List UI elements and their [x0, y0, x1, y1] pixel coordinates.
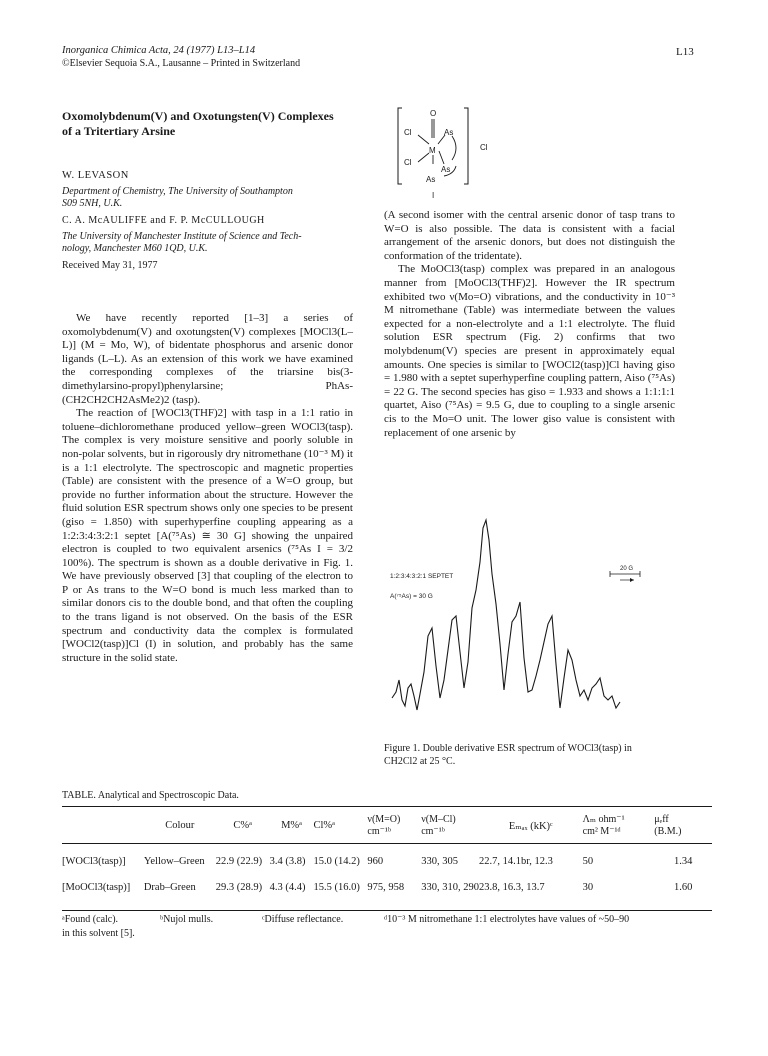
- cell-v-mcl: 330, 310, 290: [421, 882, 479, 893]
- publisher-line: ©Elsevier Sequoia S.A., Lausanne – Printed in Switzerland: [62, 58, 301, 69]
- figure-caption-line-1: Figure 1. Double derivative ESR spectrum of WOCl3(tasp) in: [384, 743, 632, 754]
- affiliation-southampton-line-2: S09 5NH, U.K.: [62, 198, 123, 209]
- atom-arsenic-upper: As: [444, 128, 454, 137]
- footnote-d-line-2: in this solvent [5].: [62, 928, 135, 939]
- cell-magnetic-moment: 1.60: [673, 882, 693, 893]
- cell-v-mo: 960: [367, 856, 384, 867]
- atom-chlorine-upper: Cl: [404, 128, 412, 137]
- esr-spectrum-figure: [384, 512, 676, 734]
- left-column-body: [62, 312, 353, 665]
- header-metal: M%ᵃ: [281, 820, 303, 832]
- cell-colour: Yellow–Green: [143, 856, 205, 867]
- journal-citation: Inorganica Chimica Acta, 24 (1977) L13–L14: [62, 45, 256, 56]
- table-title: TABLE. Analytical and Spectroscopic Data.: [62, 790, 239, 801]
- atom-arsenic-right: As: [441, 165, 451, 174]
- cell-v-mcl: 330, 305: [421, 856, 458, 867]
- footnote-b: ᵇNujol mulls.: [160, 914, 214, 925]
- structure-label: I: [432, 191, 435, 200]
- article-title-line-1: Oxomolybdenum(V) and Oxotungsten(V) Complexes: [62, 109, 334, 123]
- cell-compound: [WOCl3(tasp)]: [62, 856, 126, 867]
- cell-carbon: 22.9 (22.9): [215, 856, 263, 867]
- cell-emax: 23.8, 16.3, 13.7: [478, 882, 545, 893]
- cell-molar-conductivity: 50: [582, 856, 594, 867]
- received-date: Received May 31, 1977: [62, 260, 158, 271]
- header-carbon: C%ᵃ: [233, 820, 252, 832]
- table-row: [62, 874, 712, 902]
- article-title-line-2: of a Tritertiary Arsine: [62, 124, 176, 138]
- right-bracket: [464, 108, 468, 184]
- header-colour: Colour: [165, 820, 195, 832]
- esr-trace: [392, 520, 620, 710]
- paragraph-intro: We have recently reported [1–3] a series of oxomolybdenum(V) and oxotungsten(V) complexes [MOCl3(L–L)] (M = Mo, W), of bidentate phosphorus and arsenic donor ligands (L–L). As an extension of this work we have examined the corresponding complexes of the triarsine bis(3-dimethylarsino-propyl)phenylarsine; PhAs-(CH2CH2CH2AsMe2)2 (tasp).: [62, 312, 353, 406]
- paragraph-molybdenum-complex: The MoOCl3(tasp) complex was prepared in an analogous manner from [MoOCl3(THF)2]. However the IR spectrum exhibited two ν(Mo=O) vibrations, and the conductivity in 10⁻³ M nitromethane (Table) was intermediate between the values expected for a non-electrolyte and a 1:1 electrolyte. The fluid solution ESR spectrum (Fig. 2) confirms that two molybdenum(V) species are present in approximately equal amounts. One species is similar to [WOCl2(tasp)]Cl having giso = 1.980 with a septet superhyperfine coupling pattern, Aiso (⁷⁵As) = 22 G. The second species has giso = 1.933 and shows a 1:1:1:1 quartet, Aiso (⁷⁵As) = 9.5 G, due to coupling to a single arsenic cis to the Mo=O unit. The lower giso value is consistent with replacement of one arsenic by: [384, 263, 675, 439]
- page-number: L13: [676, 46, 694, 58]
- footnote-c: ᶜDiffuse reflectance.: [262, 914, 344, 925]
- authors-mcauliffe-mccullough: C. A. McAULIFFE and F. P. McCULLOUGH: [62, 215, 265, 226]
- cell-chlorine: 15.0 (14.2): [313, 856, 360, 867]
- cell-colour: Drab–Green: [143, 882, 196, 893]
- header-v-mo: ν(M=O) cm⁻¹ᵇ: [367, 813, 401, 837]
- coupling-label: A(⁷⁵As) = 30 G: [390, 593, 433, 600]
- atom-arsenic-bottom: As: [426, 175, 436, 184]
- scale-bar: [610, 571, 640, 582]
- author-levason: W. LEVASON: [62, 170, 129, 181]
- header-chlorine: Cl%ᵃ: [313, 820, 336, 832]
- header-molar-conductivity: Λₘ ohm⁻¹ cm² M⁻¹ᵈ: [582, 813, 625, 837]
- affiliation-southampton-line-1: Department of Chemistry, The University of Southampton: [62, 186, 293, 197]
- cell-molar-conductivity: 30: [582, 882, 594, 893]
- footnote-d-line-1: ᵈ10⁻³ M nitromethane 1:1 electrolytes have values of ~50–90: [384, 914, 630, 925]
- table-row: [62, 850, 712, 874]
- footnote-a: ᵃFound (calc).: [62, 914, 119, 925]
- left-bracket: [398, 108, 402, 184]
- scale-bar-label: 20 G: [620, 566, 634, 572]
- cell-chlorine: 15.5 (16.0): [313, 882, 360, 893]
- counter-ion-chloride: Cl: [480, 143, 488, 152]
- affiliation-manchester-line-2: nology, Manchester M60 1QD, U.K.: [62, 243, 208, 254]
- atom-oxygen: O: [430, 109, 437, 118]
- atom-chlorine-lower: Cl: [404, 158, 412, 167]
- cell-metal: 4.3 (4.4): [269, 882, 306, 893]
- table-top-rule: [62, 806, 712, 807]
- septet-label: 1:2:3:4:3:2:1 SEPTET: [390, 573, 454, 580]
- paragraph-isomer-note: (A second isomer with the central arsenic donor of tasp trans to W=O is also possible. The data is consistent with a facial arrangement of the arsenic donors, but does not distinguish the conformation of the tridentate).: [384, 209, 675, 262]
- header-emax: Eₘₐₓ (kK)ᶜ: [508, 820, 553, 832]
- right-column-body: [384, 209, 675, 440]
- cell-metal: 3.4 (3.8): [269, 856, 306, 867]
- structure-diagram-i: [388, 100, 568, 202]
- cell-compound: [MoOCl3(tasp)]: [62, 882, 131, 893]
- atom-metal: M: [429, 146, 436, 155]
- paragraph-tungsten-complex: The reaction of [WOCl3(THF)2] with tasp in a 1:1 ratio in toluene–dichloromethane produced yellow–green WOCl3(tasp). The complex is very moisture sensitive and poorly soluble in non-polar solvents, but in rigorously dry nitromethane (10⁻³ M) it is a 1:1 electrolyte. The spectroscopic and magnetic properties (Table) are consistent with the presence of a W=O group, but provide no further information about the structure. However the fluid solution ESR spectrum shows only one species to be present (giso = 1.850) with superhyperfine coupling appearing as a 1:2:3:4:3:2:1 septet [A(⁷⁵As) ≅ 30 G] showing the unpaired electron is coupled to two equivalent arsenics (⁷⁵As I = 3/2 100%). The spectrum is shown as a double derivative in Fig. 1. We have previously observed [3] that coupling of the electron to P or As trans to the W=O bond is much less marked than to similar donors cis to the double bond, and that often the coupling to the trans ligand is not observed. On the basis of the ESR spectrum and conductivity data the complex is formulated [WOCl2(tasp)]Cl (I) in solution, and probably has the same structure in the solid state.: [62, 407, 353, 664]
- analytical-data-table: [62, 809, 712, 902]
- cell-magnetic-moment: 1.34: [673, 856, 693, 867]
- cell-carbon: 29.3 (28.9): [215, 882, 263, 893]
- table-header-row: [62, 809, 712, 843]
- header-magnetic-moment: μₑff (B.M.): [654, 813, 682, 837]
- figure-caption-line-2: CH2Cl2 at 25 °C.: [384, 756, 456, 767]
- header-v-mcl: ν(M–Cl) cm⁻¹ᵇ: [421, 813, 456, 837]
- cell-v-mo: 975, 958: [367, 882, 405, 893]
- table-bottom-rule: [62, 910, 712, 911]
- cell-emax: 22.7, 14.1br, 12.3: [478, 856, 553, 867]
- affiliation-manchester-line-1: The University of Manchester Institute of Science and Tech-: [62, 231, 302, 242]
